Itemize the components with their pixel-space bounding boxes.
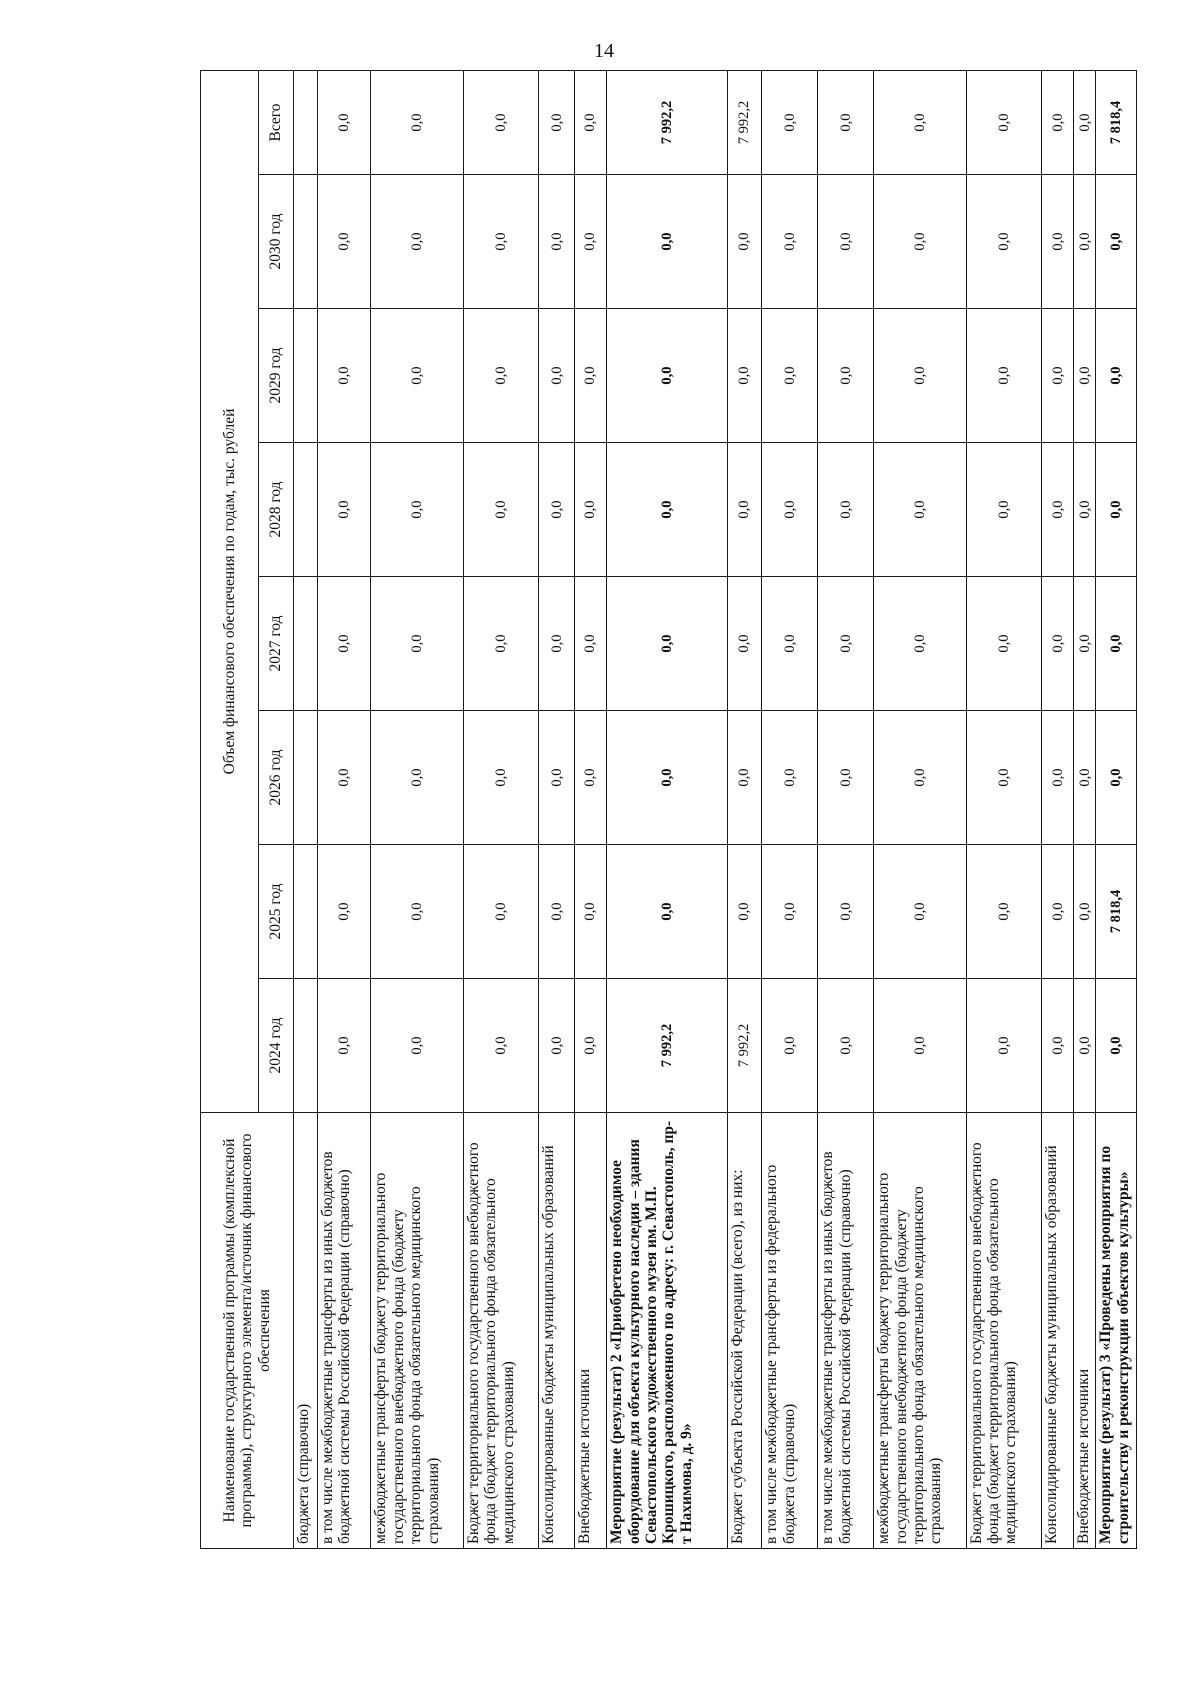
row-value: 0,0	[966, 845, 1041, 979]
row-value: 0,0	[966, 711, 1041, 845]
row-value: 0,0	[539, 845, 575, 979]
row-value: 0,0	[818, 845, 874, 979]
row-value: 0,0	[1074, 845, 1096, 979]
row-value: 0,0	[874, 71, 967, 175]
row-value: 0,0	[371, 309, 464, 443]
row-name: Бюджет территориального государственного внебюджетного фонда (бюджет территориального фонда обязательного медицинского страхования)	[966, 1113, 1041, 1549]
row-value: 0,0	[1042, 979, 1074, 1113]
row-value: 0,0	[464, 175, 539, 309]
row-value: 0,0	[874, 577, 967, 711]
row-value: 0,0	[539, 711, 575, 845]
table-row	[317, 71, 371, 1549]
row-value: 0,0	[574, 443, 606, 577]
row-value: 0,0	[574, 711, 606, 845]
row-value: 0,0	[1074, 175, 1096, 309]
row-value: 0,0	[317, 71, 371, 175]
row-value: 0,0	[464, 443, 539, 577]
table-row	[294, 71, 318, 1549]
row-value: 0,0	[539, 71, 575, 175]
row-value: 0,0	[762, 71, 818, 175]
row-value: 0,0	[1042, 175, 1074, 309]
row-value: 0,0	[464, 309, 539, 443]
row-value	[294, 577, 318, 711]
row-value: 7 992,2	[607, 71, 728, 175]
row-value: 0,0	[1042, 443, 1074, 577]
row-value: 0,0	[762, 845, 818, 979]
row-value: 0,0	[762, 711, 818, 845]
row-value: 0,0	[464, 577, 539, 711]
row-value: 0,0	[727, 845, 761, 979]
row-value: 0,0	[874, 175, 967, 309]
row-name: бюджета (справочно)	[294, 1113, 318, 1549]
row-value: 0,0	[727, 175, 761, 309]
row-value: 0,0	[574, 577, 606, 711]
row-value: 0,0	[371, 577, 464, 711]
row-value: 0,0	[574, 845, 606, 979]
row-value: 7 992,2	[727, 71, 761, 175]
row-name: Мероприятие (результат) 3 «Проведены мероприятия по строительству и реконструкции объектов культуры»	[1096, 1113, 1137, 1549]
row-name: в том числе межбюджетные трансферты из федерального бюджета (справочно)	[762, 1113, 818, 1549]
row-value: 0,0	[464, 845, 539, 979]
row-name: Консолидированные бюджеты муниципальных образований	[539, 1113, 575, 1549]
row-value: 0,0	[727, 443, 761, 577]
row-value	[294, 175, 318, 309]
row-value: 0,0	[1096, 577, 1137, 711]
row-value: 0,0	[818, 71, 874, 175]
row-name: межбюджетные трансферты бюджету территориального государственного внебюджетного фонда (бюджету территориального фонда обязательного медицинского страхования)	[874, 1113, 967, 1549]
row-value: 0,0	[1042, 577, 1074, 711]
name-column-header: Наименование государственной программы (комплексной программы), структурного элемента/источник финансового обеспечения	[201, 1113, 294, 1549]
row-value: 0,0	[539, 443, 575, 577]
table-row	[874, 71, 967, 1549]
row-value: 0,0	[1074, 711, 1096, 845]
row-value: 0,0	[574, 71, 606, 175]
year-header: 2024 год	[259, 979, 294, 1113]
table-row	[818, 71, 874, 1549]
row-value: 0,0	[371, 979, 464, 1113]
row-value: 0,0	[818, 443, 874, 577]
row-value: 0,0	[818, 309, 874, 443]
row-value: 0,0	[727, 711, 761, 845]
row-value: 0,0	[607, 845, 728, 979]
row-value: 0,0	[317, 577, 371, 711]
row-value: 0,0	[1096, 309, 1137, 443]
row-value: 0,0	[818, 175, 874, 309]
row-value: 0,0	[874, 845, 967, 979]
page-number: 14	[594, 40, 614, 62]
table-row	[1042, 71, 1074, 1549]
table-row	[464, 71, 539, 1549]
row-value: 0,0	[1074, 309, 1096, 443]
year-header: 2028 год	[259, 443, 294, 577]
year-header: 2029 год	[259, 309, 294, 443]
year-header: 2030 год	[259, 175, 294, 309]
row-value: 0,0	[607, 309, 728, 443]
row-value: 0,0	[762, 309, 818, 443]
row-value: 0,0	[539, 309, 575, 443]
row-value: 0,0	[539, 175, 575, 309]
row-value: 7 992,2	[727, 979, 761, 1113]
table-row	[1096, 71, 1137, 1549]
table-row	[1074, 71, 1096, 1549]
row-name: Внебюджетные источники	[1074, 1113, 1096, 1549]
row-value: 0,0	[464, 711, 539, 845]
row-value: 0,0	[818, 577, 874, 711]
row-value: 0,0	[966, 71, 1041, 175]
row-value: 0,0	[966, 979, 1041, 1113]
row-name: в том числе межбюджетные трансферты из иных бюджетов бюджетной системы Российской Федерации (справочно)	[818, 1113, 874, 1549]
year-header: 2026 год	[259, 711, 294, 845]
row-value	[294, 711, 318, 845]
row-value: 0,0	[574, 979, 606, 1113]
row-value: 0,0	[371, 711, 464, 845]
row-value: 0,0	[1042, 845, 1074, 979]
row-value: 0,0	[607, 577, 728, 711]
row-value: 0,0	[607, 443, 728, 577]
table-row	[966, 71, 1041, 1549]
row-value: 0,0	[317, 309, 371, 443]
row-value: 0,0	[966, 175, 1041, 309]
row-value: 0,0	[966, 577, 1041, 711]
row-value: 0,0	[1096, 711, 1137, 845]
row-value: 0,0	[818, 711, 874, 845]
row-value: 0,0	[1042, 309, 1074, 443]
row-value: 0,0	[464, 71, 539, 175]
financing-table	[200, 70, 1137, 1549]
row-name: Консолидированные бюджеты муниципальных образований	[1042, 1113, 1074, 1549]
row-value	[294, 71, 318, 175]
row-value: 0,0	[317, 845, 371, 979]
row-value: 0,0	[762, 577, 818, 711]
row-value: 7 818,4	[1096, 71, 1137, 175]
row-value: 0,0	[539, 979, 575, 1113]
row-value: 0,0	[874, 309, 967, 443]
rotated-table-wrapper	[200, 71, 1137, 1549]
table-row	[727, 71, 761, 1549]
row-value: 7 818,4	[1096, 845, 1137, 979]
row-value: 0,0	[727, 309, 761, 443]
row-value: 0,0	[371, 71, 464, 175]
row-value: 0,0	[317, 711, 371, 845]
row-value: 0,0	[539, 577, 575, 711]
year-header: 2025 год	[259, 845, 294, 979]
row-value: 0,0	[371, 845, 464, 979]
row-value: 0,0	[966, 309, 1041, 443]
row-value: 0,0	[317, 175, 371, 309]
row-value: 0,0	[607, 175, 728, 309]
row-value	[294, 979, 318, 1113]
row-value: 0,0	[762, 175, 818, 309]
row-value: 0,0	[874, 979, 967, 1113]
row-value: 0,0	[574, 175, 606, 309]
table-row	[762, 71, 818, 1549]
row-value: 0,0	[874, 711, 967, 845]
row-value	[294, 845, 318, 979]
volume-header: Объем финансового обеспечения по годам, тыс. рублей	[201, 71, 259, 1113]
table-row	[574, 71, 606, 1549]
row-value: 0,0	[1074, 577, 1096, 711]
row-value: 0,0	[1042, 711, 1074, 845]
row-value: 0,0	[464, 979, 539, 1113]
row-name: межбюджетные трансферты бюджету территориального государственного внебюджетного фонда (бюджету территориального фонда обязательного медицинского страхования)	[371, 1113, 464, 1549]
row-value: 0,0	[317, 443, 371, 577]
row-value: 0,0	[966, 443, 1041, 577]
row-value: 0,0	[371, 175, 464, 309]
row-value: 7 992,2	[607, 979, 728, 1113]
row-value: 0,0	[762, 979, 818, 1113]
row-value	[294, 443, 318, 577]
row-value: 0,0	[1096, 979, 1137, 1113]
row-value: 0,0	[1096, 443, 1137, 577]
table-row	[607, 71, 728, 1549]
row-name: Бюджет субъекта Российской Федерации (всего), из них:	[727, 1113, 761, 1549]
row-value: 0,0	[727, 577, 761, 711]
table-row	[539, 71, 575, 1549]
row-value: 0,0	[371, 443, 464, 577]
row-value: 0,0	[574, 309, 606, 443]
row-value: 0,0	[1074, 443, 1096, 577]
row-value: 0,0	[607, 711, 728, 845]
row-value: 0,0	[1074, 71, 1096, 175]
row-value	[294, 309, 318, 443]
row-value: 0,0	[1074, 979, 1096, 1113]
row-name: Бюджет территориального государственного внебюджетного фонда (бюджет территориального фонда обязательного медицинского страхования)	[464, 1113, 539, 1549]
row-value: 0,0	[762, 443, 818, 577]
row-value: 0,0	[818, 979, 874, 1113]
year-header: 2027 год	[259, 577, 294, 711]
row-name: в том числе межбюджетные трансферты из иных бюджетов бюджетной системы Российской Федерации (справочно)	[317, 1113, 371, 1549]
year-header: Всего	[259, 71, 294, 175]
row-value: 0,0	[1042, 71, 1074, 175]
row-value: 0,0	[317, 979, 371, 1113]
table-row	[371, 71, 464, 1549]
row-name: Мероприятие (результат) 2 «Приобретено необходимое оборудование для объекта культурного наследия – здания Севастопольского художественного музея им. М.П. Крошицкого, расположенного по адресу: г. Севастополь, пр-т Нахимова, д. 9»	[607, 1113, 728, 1549]
row-value: 0,0	[1096, 175, 1137, 309]
row-value: 0,0	[874, 443, 967, 577]
row-name: Внебюджетные источники	[574, 1113, 606, 1549]
